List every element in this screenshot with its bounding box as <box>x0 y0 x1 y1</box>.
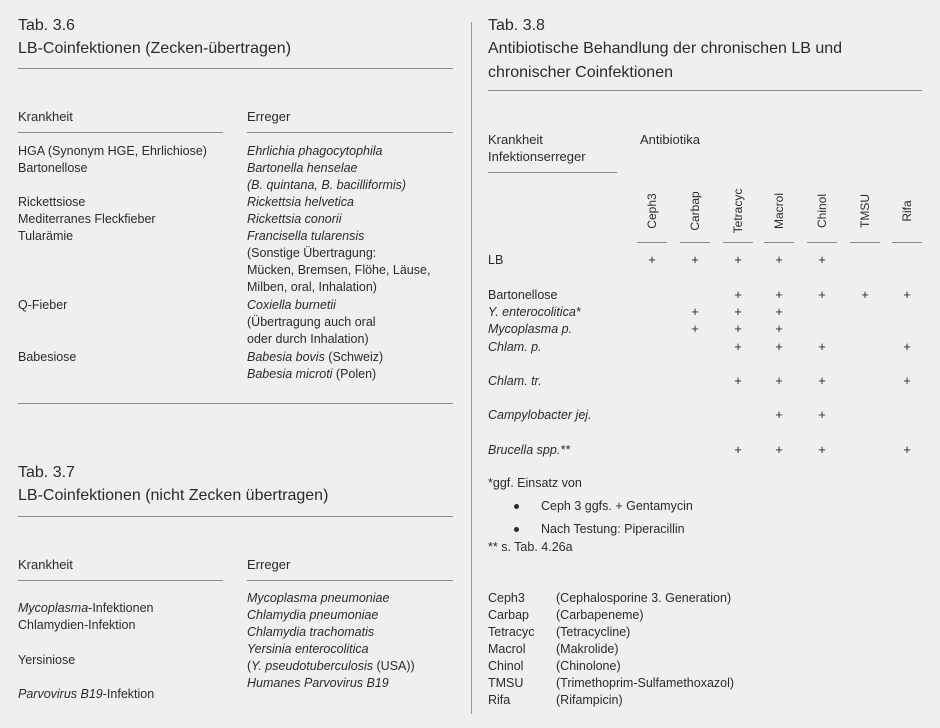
tab36-erreger-6-name: Babesia bovis <box>247 350 325 364</box>
plus-mark: + <box>775 373 783 388</box>
tab36-krankheit-6: Babesiose <box>18 350 77 364</box>
tab37-parvo-rest: -Infektion <box>102 687 155 701</box>
tab36-title-rule <box>18 68 453 69</box>
drug-header-2: Tetracyc <box>731 188 745 234</box>
tab38-bullet2: Nach Testung: Piperacillin <box>541 522 685 536</box>
tab38-row-label-1: Bartonellose <box>488 288 558 302</box>
drug-header-3: Macrol <box>772 192 786 230</box>
plus-mark: + <box>818 407 826 422</box>
tab37-erreger-1: Mycoplasma pneumoniae <box>247 591 390 605</box>
tab38-footnote-intro: *ggf. Einsatz von <box>488 476 582 490</box>
drug-header-rule-2 <box>723 242 753 243</box>
plus-mark: + <box>734 373 742 388</box>
tab36-title: LB-Coinfektionen (Zecken-übertragen) <box>18 40 292 57</box>
tab37-col-krankheit: Krankheit <box>18 557 73 572</box>
tab38-col-head1: Krankheit <box>488 132 543 147</box>
tab38-row-label-4: Chlam. p. <box>488 340 542 354</box>
plus-mark: + <box>818 287 826 302</box>
tab36-krankheit-rule <box>18 132 223 133</box>
drug-header-4: Chinol <box>815 193 829 229</box>
tab38-title-rule <box>488 90 922 91</box>
plus-mark: + <box>691 252 699 267</box>
tab37-col-erreger: Erreger <box>247 557 291 572</box>
plus-mark: + <box>734 252 742 267</box>
plus-mark: + <box>818 442 826 457</box>
tab36-erreger-6b-name: Babesia microti <box>247 367 333 381</box>
tab36-erreger-6 <box>247 349 383 366</box>
plus-mark: + <box>734 304 742 319</box>
tab36-krankheit-2: Rickettsiose <box>18 195 86 209</box>
plus-mark: + <box>861 287 869 302</box>
tab36-krankheit-1: Bartonellose <box>18 161 88 175</box>
drug-header-rule-0 <box>637 242 667 243</box>
tab36-erreger-rule <box>247 132 453 133</box>
tab37-number: Tab. 3.7 <box>18 464 75 481</box>
tab38-bullet1: Ceph 3 ggfs. + Gentamycin <box>541 499 693 513</box>
plus-mark: + <box>648 252 656 267</box>
legend-abbr-1: Carbap <box>488 608 529 622</box>
tab37-krankheit-yersiniose: Yersiniose <box>18 653 76 667</box>
drug-header-rule-6 <box>892 242 922 243</box>
tab37-erreger-5-italic: Y. pseudotuberculosis <box>251 659 374 673</box>
drug-header-5: TMSU <box>858 194 872 228</box>
tab36-col-erreger: Erreger <box>247 109 291 124</box>
tab36-krankheit-5: Q-Fieber <box>18 298 68 312</box>
plus-mark: + <box>775 252 783 267</box>
plus-mark: + <box>775 287 783 302</box>
legend-full-3: (Makrolide) <box>556 642 619 656</box>
tab36-krankheit-3: Mediterranes Fleckfieber <box>18 212 156 226</box>
tab38-row-label-5: Chlam. tr. <box>488 374 542 388</box>
tab36-erreger-5c: oder durch Inhalation) <box>247 332 369 346</box>
tab37-parvo-italic: Parvovirus B19 <box>18 687 103 701</box>
legend-full-5: (Trimethoprim-Sulfamethoxazol) <box>556 676 735 690</box>
tab36-erreger-5b: (Übertragung auch oral <box>247 315 376 329</box>
tab38-row-label-3: Mycoplasma p. <box>488 322 573 336</box>
plus-mark: + <box>818 339 826 354</box>
tab37-erreger-5 <box>247 658 415 675</box>
legend-abbr-3: Macrol <box>488 642 526 656</box>
drug-header-0: Ceph3 <box>645 193 659 229</box>
tab38-antibiotika: Antibiotika <box>640 132 700 147</box>
plus-mark: + <box>903 339 911 354</box>
tab36-bottom-rule <box>18 403 453 404</box>
tab37-krankheit-mycoplasma <box>18 600 154 617</box>
tab37-krankheit-parvo <box>18 686 154 703</box>
plus-mark: + <box>903 287 911 302</box>
drug-header-rule-3 <box>764 242 794 243</box>
plus-mark: + <box>775 304 783 319</box>
drug-header-rule-4 <box>807 242 837 243</box>
tab38-row-label-0: LB <box>488 253 504 267</box>
tab36-erreger-3: Rickettsia conorii <box>247 212 342 226</box>
drug-header-rule-5 <box>850 242 880 243</box>
legend-full-6: (Rifampicin) <box>556 693 623 707</box>
legend-abbr-5: TMSU <box>488 676 524 690</box>
plus-mark: + <box>775 407 783 422</box>
plus-mark: + <box>734 442 742 457</box>
tab37-erreger-5-open: ( <box>247 659 252 673</box>
tab37-krankheit-rule <box>18 580 223 581</box>
tab37-erreger-6: Humanes Parvovirus B19 <box>247 676 389 690</box>
tab36-erreger-1b: (B. quintana, B. bacilliformis) <box>247 178 407 192</box>
tab37-erreger-4: Yersinia enterocolitica <box>247 642 369 656</box>
bullet-icon <box>514 504 519 509</box>
tab36-erreger-2: Rickettsia helvetica <box>247 195 354 209</box>
tab38-row-label-6: Campylobacter jej. <box>488 408 592 422</box>
tab38-col-head2: Infektionserreger <box>488 149 586 164</box>
plus-mark: + <box>903 373 911 388</box>
tab36-erreger-0: Ehrlichia phagocytophila <box>247 144 383 158</box>
tab36-krankheit-4: Tularämie <box>18 229 74 243</box>
plus-mark: + <box>775 321 783 336</box>
tab37-erreger-3: Chlamydia trachomatis <box>247 625 375 639</box>
plus-mark: + <box>734 287 742 302</box>
tab36-erreger-5: Coxiella burnetii <box>247 298 336 312</box>
tab38-krankheit-rule <box>488 172 617 173</box>
plus-mark: + <box>775 339 783 354</box>
tab36-krankheit-0: HGA (Synonym HGE, Ehrlichiose) <box>18 144 207 158</box>
tab38-row-label-2: Y. enterocolitica* <box>488 305 581 319</box>
legend-abbr-0: Ceph3 <box>488 591 525 605</box>
tab37-title-rule <box>18 516 453 517</box>
tab37-erreger-rule <box>247 580 453 581</box>
tab36-number: Tab. 3.6 <box>18 17 75 34</box>
legend-full-4: (Chinolone) <box>556 659 621 673</box>
tab36-erreger-6b <box>247 366 376 383</box>
plus-mark: + <box>903 442 911 457</box>
tab38-row-label-7: Brucella spp.** <box>488 443 570 457</box>
tab37-mycoplasma-rest: -Infektionen <box>88 601 154 615</box>
tab38-title-line1: Antibiotische Behandlung der chronischen LB und <box>488 40 843 57</box>
tab36-erreger-1: Bartonella henselae <box>247 161 358 175</box>
plus-mark: + <box>691 321 699 336</box>
tab38-title-line2: chronischer Coinfektionen <box>488 64 673 81</box>
plus-mark: + <box>775 442 783 457</box>
tab36-col-krankheit: Krankheit <box>18 109 73 124</box>
tab36-erreger-6b-suffix: (Polen) <box>332 367 377 381</box>
tab36-erreger-4: Francisella tularensis <box>247 229 365 243</box>
legend-abbr-6: Rifa <box>488 693 511 707</box>
drug-header-6: Rifa <box>900 200 914 222</box>
tab36-erreger-4c: Mücken, Bremsen, Flöhe, Läuse, <box>247 263 431 277</box>
plus-mark: + <box>734 339 742 354</box>
legend-full-2: (Tetracycline) <box>556 625 631 639</box>
bullet-icon <box>514 527 519 532</box>
column-divider <box>471 22 472 714</box>
drug-header-1: Carbap <box>688 191 702 231</box>
tab37-krankheit-chlamydien: Chlamydien-Infektion <box>18 618 136 632</box>
legend-abbr-4: Chinol <box>488 659 524 673</box>
tab37-mycoplasma-italic: Mycoplasma <box>18 601 89 615</box>
plus-mark: + <box>818 252 826 267</box>
tab38-footnote2: ** s. Tab. 4.26a <box>488 540 573 554</box>
tab37-title: LB-Coinfektionen (nicht Zecken übertragen) <box>18 487 329 504</box>
legend-full-1: (Carbapeneme) <box>556 608 644 622</box>
tab37-erreger-2: Chlamydia pneumoniae <box>247 608 379 622</box>
tab37-erreger-5-rest: (USA)) <box>373 659 415 673</box>
legend-full-0: (Cephalosporine 3. Generation) <box>556 591 732 605</box>
plus-mark: + <box>818 373 826 388</box>
drug-header-rule-1 <box>680 242 710 243</box>
tab36-erreger-4d: Milben, oral, Inhalation) <box>247 280 377 294</box>
tab36-erreger-4b: (Sonstige Übertragung: <box>247 246 377 260</box>
plus-mark: + <box>691 304 699 319</box>
tab38-number: Tab. 3.8 <box>488 17 545 34</box>
plus-mark: + <box>734 321 742 336</box>
tab36-erreger-6-suffix: (Schweiz) <box>324 350 384 364</box>
legend-abbr-2: Tetracyc <box>488 625 535 639</box>
